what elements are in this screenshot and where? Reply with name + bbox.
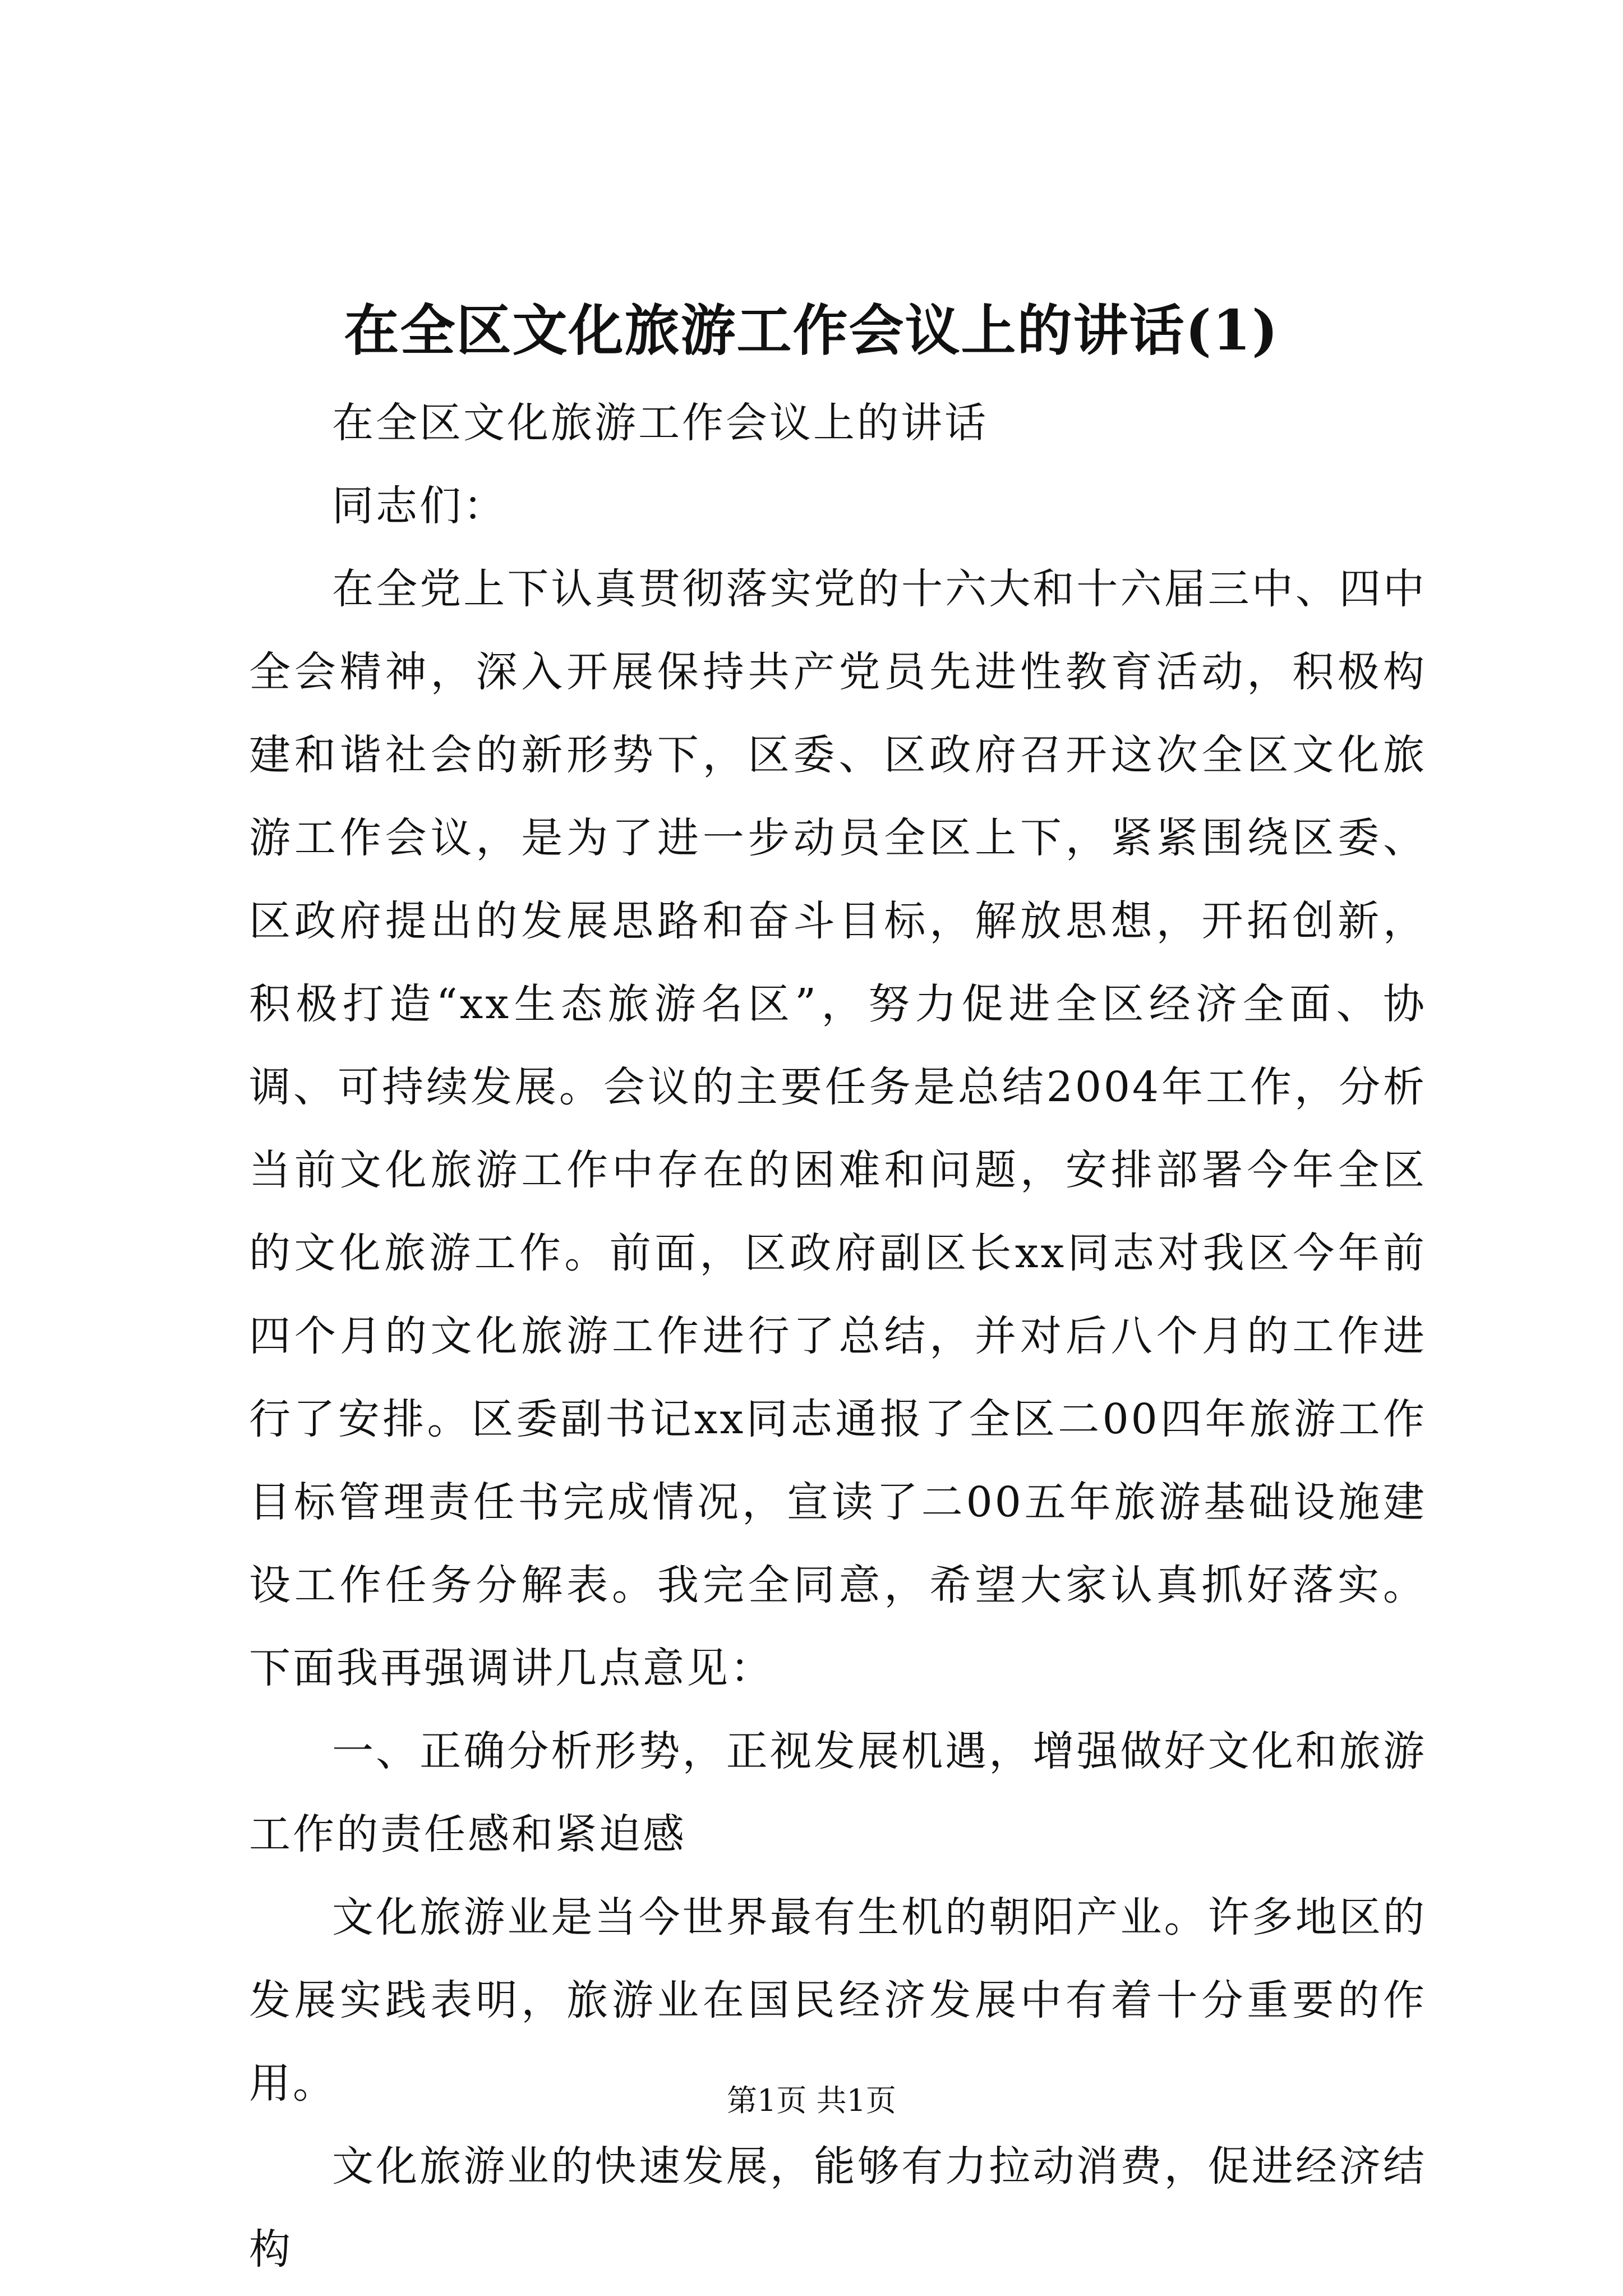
body-paragraph: 文化旅游业是当今世界最有生机的朝阳产业。许多地区的发展实践表明，旅游业在国民经济发展中有着十分重要的作用。 (249, 1893, 1427, 2108)
section-heading-paragraph: 一、正确分析形势，正视发展机遇，增强做好文化和旅游工作的责任感和紧迫感 (249, 1727, 1427, 1858)
document-body (249, 381, 1427, 2291)
body-paragraph: 文化旅游业的快速发展，能够有力拉动消费，促进经济结构 (249, 2142, 1427, 2274)
subtitle-paragraph: 在全区文化旅游工作会议上的讲话 (332, 399, 988, 447)
page-number-footer: 第1页 共1页 (727, 2083, 896, 2118)
document-title: 在全区文化旅游工作会议上的讲话(1) (344, 298, 1279, 363)
salutation-paragraph: 同志们： (332, 482, 507, 530)
body-paragraph: 在全党上下认真贯彻落实党的十六大和十六届三中、四中全会精神，深入开展保持共产党员先进性教育活动，积极构建和谐社会的新形势下，区委、区政府召开这次全区文化旅游工作会议，是为了进一步动员全区上下，紧紧围绕区委、区政府提出的发展思路和奋斗目标，解放思想，开拓创新，积极打造“xx生态旅游名区”，努力促进全区经济全面、协调、可持续发展。会议的主要任务是总结2004年工作，分析当前文化旅游工作中存在的困难和问题，安排部署今年全区的文化旅游工作。前面，区政府副区长xx同志对我区今年前四个月的文化旅游工作进行了总结，并对后八个月的工作进行了安排。区委副书记xx同志通报了全区二00四年旅游工作目标管理责任书完成情况，宣读了二00五年旅游基础设施建设工作任务分解表。我完全同意，希望大家认真抓好落实。下面我再强调讲几点意见： (249, 565, 1427, 1692)
